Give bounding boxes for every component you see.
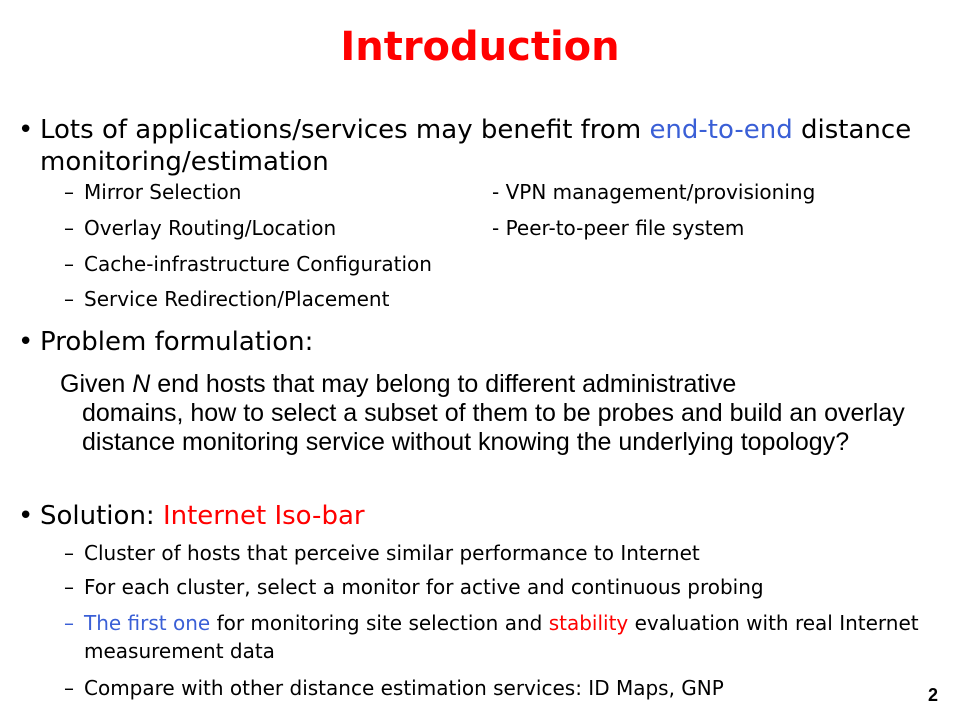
bullet-applications-text — [40, 114, 930, 178]
n-variable: N — [132, 370, 151, 398]
bullet-dot: • — [18, 501, 34, 531]
sub-item-text: Service Redirection/Placement — [84, 287, 390, 311]
bullet-applications-text-start: Lots of applications/services may benefit from — [40, 115, 650, 145]
sub-item-service-redirection — [64, 282, 389, 316]
internet-isobar-highlight: Internet Iso-bar — [162, 501, 365, 531]
bullet-dot: • — [18, 327, 34, 357]
end-to-end-highlight: end-to-end — [649, 115, 793, 145]
dash: – — [64, 575, 74, 599]
stability-highlight: stability — [548, 611, 629, 635]
bullet-problem-formulation — [18, 326, 930, 358]
dash: – — [64, 287, 74, 311]
sub-item-compare — [64, 671, 724, 705]
sub-item-text: Overlay Routing/Location — [84, 216, 337, 240]
dash: – — [64, 611, 74, 635]
sub-item-text: For each cluster, select a monitor for active and continuous probing — [84, 575, 764, 599]
problem-statement-rest: domains, how to select a subset of them to be probes and build an overlay distance monitoring service without knowing the underlying topology? — [82, 399, 905, 456]
dash: – — [64, 676, 74, 700]
solution-label: Solution: — [40, 501, 163, 531]
sub-item-text: Compare with other distance estimation services: ID Maps, GNP — [84, 676, 724, 700]
dash: – — [64, 541, 74, 565]
page-number: 2 — [927, 685, 938, 705]
sub-item-first-one — [64, 609, 920, 665]
solution-text — [40, 500, 930, 532]
sub-item-first-one-text — [84, 609, 920, 665]
problem-formulation-label: Problem formulation: — [40, 327, 314, 357]
first-one-highlight: The first one — [84, 611, 211, 635]
sub-item-overlay-routing — [64, 211, 336, 245]
sub-item-peer-to-peer: - Peer-to-peer file system — [492, 216, 745, 240]
problem-statement — [60, 370, 936, 457]
sub-item-text: Mirror Selection — [84, 180, 242, 204]
problem-statement-line1-rest: end hosts that may belong to different administrative — [150, 370, 737, 398]
problem-statement-line1 — [60, 370, 936, 399]
dash: – — [64, 216, 74, 240]
bullet-applications — [18, 114, 930, 178]
first-one-mid: for monitoring site selection and — [210, 611, 549, 635]
sub-item-cache-infrastructure — [64, 247, 432, 281]
bullet-applications-text-end: distance monitoring/estimation — [40, 115, 912, 177]
sub-item-cluster-hosts — [64, 536, 700, 570]
bullet-dot: • — [18, 115, 34, 145]
sub-item-text: Cache-infrastructure Configuration — [84, 252, 432, 276]
first-one-end: evaluation with real Internet measurement data — [84, 611, 919, 663]
problem-statement-prefix: Given — [60, 370, 133, 398]
sub-item-vpn-management: - VPN management/provisioning — [492, 180, 816, 204]
dash: – — [64, 180, 74, 204]
bullet-solution — [18, 500, 930, 532]
sub-item-mirror-selection — [64, 175, 241, 209]
sub-item-select-monitor — [64, 570, 764, 604]
dash: – — [64, 252, 74, 276]
sub-item-text: Cluster of hosts that perceive similar performance to Internet — [84, 541, 700, 565]
slide-title: Introduction — [340, 24, 620, 70]
